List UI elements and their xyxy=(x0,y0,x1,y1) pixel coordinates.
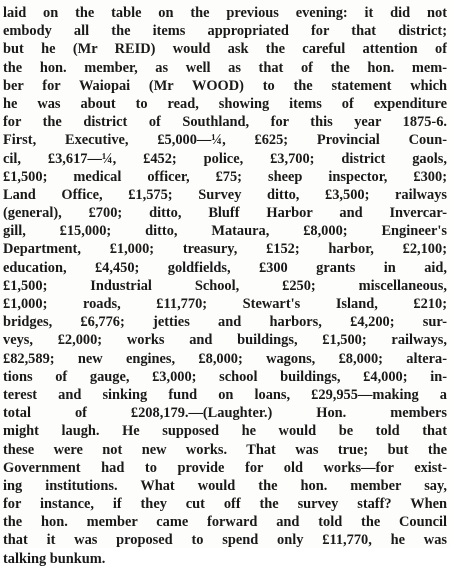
text-line-3: but he (Mr REID) would ask the careful attention of xyxy=(3,41,447,58)
text-line-25: these were not new works. That was true; but the xyxy=(3,441,447,458)
text-line-19: veys, £2,000; works and buildings, £1,500; railways, xyxy=(3,332,447,349)
text-line-24: might laugh. He supposed he would be told that xyxy=(3,423,447,440)
article-body xyxy=(3,4,447,568)
text-line-22: terest and sinking fund on loans, £29,955—making a xyxy=(3,386,447,403)
text-line-8: First, Executive, £5,000—¼, £625; Provincial Coun- xyxy=(3,132,447,149)
text-line-31: talking bunkum. xyxy=(3,550,106,567)
text-line-5: ber for Waiopai (Mr WOOD) to the statement which xyxy=(3,77,447,94)
text-line-28: for instance, if they cut off the survey staff? When xyxy=(3,496,447,513)
text-line-13: gill, £15,000; ditto, Mataura, £8,000; Engineer's xyxy=(3,223,447,240)
text-line-30: that it was proposed to spend only £11,770, he was xyxy=(3,532,447,549)
text-line-15: education, £4,450; goldfields, £300 grants in aid, xyxy=(3,259,447,276)
text-line-18: bridges, £6,776; jetties and harbors, £4,200; sur- xyxy=(3,314,447,331)
text-line-4: the hon. member, as well as that of the hon. mem- xyxy=(3,59,447,76)
text-line-20: £82,589; new engines, £8,000; wagons, £8,000; altera- xyxy=(3,350,447,367)
text-line-2: embody all the items appropriated for that district; xyxy=(3,23,447,40)
text-line-12: (general), £700; ditto, Bluff Harbor and Invercar- xyxy=(3,205,447,222)
text-line-23: total of £208,179.—(Laughter.) Hon. members xyxy=(3,405,447,422)
text-line-10: £1,500; medical officer, £75; sheep inspector, £300; xyxy=(3,168,447,185)
text-line-21: tions of gauge, £3,000; school buildings, £4,000; in- xyxy=(3,368,447,385)
text-line-11: Land Office, £1,575; Survey ditto, £3,500; railways xyxy=(3,186,447,203)
text-line-29: the hon. member came forward and told the Council xyxy=(3,514,447,531)
text-line-9: cil, £3,617—¼, £452; police, £3,700; district gaols, xyxy=(3,150,447,167)
text-line-16: £1,500; Industrial School, £250; miscellaneous, xyxy=(3,277,447,294)
text-line-14: Department, £1,000; treasury, £152; harbor, £2,100; xyxy=(3,241,447,258)
text-line-6: he was about to read, showing items of expenditure xyxy=(3,95,447,112)
text-line-17: £1,000; roads, £11,770; Stewart's Island, £210; xyxy=(3,296,447,312)
text-line-7: for the district of Southland, for this year 1875-6. xyxy=(3,114,447,131)
text-line-26: Government had to provide for old works—for exist- xyxy=(3,459,447,476)
text-line-27: ing institutions. What would the hon. member say, xyxy=(3,477,447,494)
text-line-1: laid on the table on the previous evening: it did not xyxy=(3,5,447,21)
